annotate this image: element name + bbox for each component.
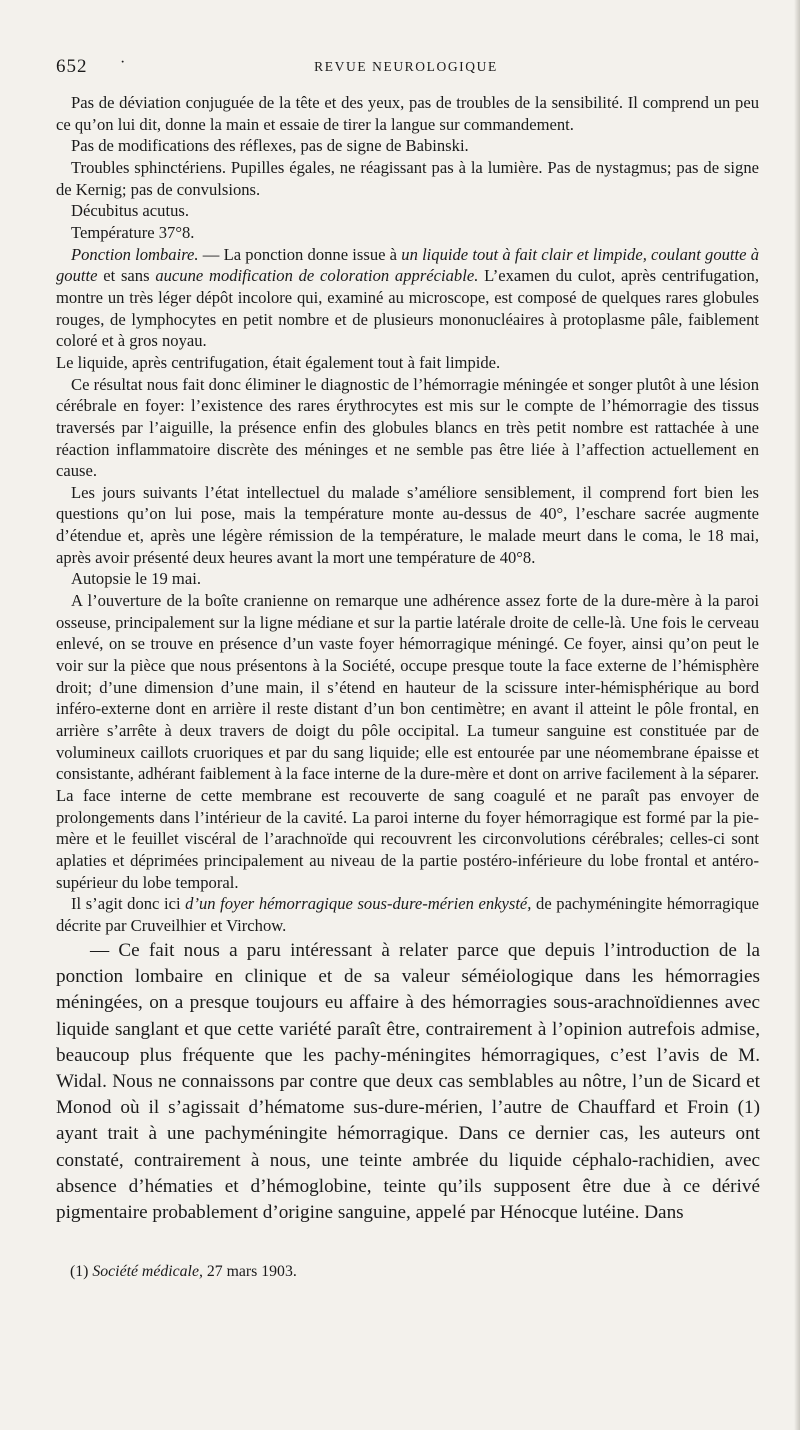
case-report-text	[56, 92, 759, 937]
footnote	[70, 1263, 297, 1281]
section-lead: Ponction lombaire.	[71, 244, 199, 264]
footnote-date: 27 mars 1903.	[202, 1263, 297, 1280]
footnote-marker: (1)	[70, 1263, 89, 1280]
paragraph-conclusion: Il s’agit donc ici d’un foyer hémorragique sous-dure-mérien enkysté, de pachyméningite hémorragique décrite par Cruveilhier et Virchow.	[56, 894, 759, 935]
paragraph: Décubitus acutus.	[71, 201, 189, 221]
running-title: REVUE NEUROLOGIQUE	[314, 59, 498, 74]
discussion-text	[56, 938, 760, 1226]
header-dot: ·	[120, 54, 126, 71]
page-edge-shadow	[794, 0, 800, 1430]
paragraph: Température 37°8.	[71, 222, 195, 242]
paragraph: Pas de modifications des réflexes, pas de signe de Babinski.	[71, 136, 469, 156]
paragraph: Les jours suivants l’état intellectuel du malade s’améliore sensiblement, il comprend fort bien les questions qu’on lui pose, mais la température monte au-dessus de 40°, l’eschare sacrée augmente d’étendue et, après une légère rémission de la température, le malade meurt dans le coma, le 18 mai, après avoir présenté deux heures avant la mort une température de 40°8.	[56, 482, 759, 567]
paragraph: Pas de déviation conjuguée de la tête et des yeux, pas de troubles de la sensibilité. Il comprend un peu ce qu’on lui dit, donne la main et essaie de tirer la langue sur commandement.	[56, 93, 759, 134]
page-header	[56, 56, 756, 80]
paragraph: Ce résultat nous fait donc éliminer le diagnostic de l’hémorragie méningée et songer plutôt à une lésion cérébrale en foyer: l’existence des rares érythrocytes est mis sur le compte de l’hémorragie des tissus traversés par l’aiguille, la présence enfin des globules blancs en très petit nombre est rattachée à une réaction inflammatoire discrète des méninges et ne semble pas être liée à l’affection actuellement en cause.	[56, 374, 759, 481]
paragraph: Le liquide, après centrifugation, était également tout à fait limpide.	[56, 352, 501, 372]
page-number: 652	[56, 56, 88, 77]
paragraph-lumbar-puncture: Ponction lombaire. — La ponction donne issue à un liquide tout à fait clair et limpide, coulant goutte à goutte et sans aucune modification de coloration appréciable. L’examen du culot, après centrifugation, montre un très léger dépôt incolore qui, examiné au microscope, est composé de quelques rares globules rouges, de lymphocytes en petit nombre et de plusieurs mononucléaires à protoplasme pâle, faiblement coloré et à gros noyau.	[56, 244, 760, 351]
footnote-source: Société médicale,	[92, 1263, 203, 1280]
paragraph: — Ce fait nous a paru intéressant à relater parce que depuis l’introduction de la ponction lombaire en clinique et de sa valeur séméiologique dans les hémorragies méningées, on a presque toujours eu affaire à des hémorragies sous-arachnoïdiennes avec liquide sanglant et que cette variété paraît être, contrairement à l’opinion autrefois admise, beaucoup plus fréquente que les pachy-méningites hémorragiques, c’est l’avis de M. Widal. Nous ne connaissons par contre que deux cas semblables au nôtre, l’un de Sicard et Monod où il s’agissait d’hématome sus-dure-mérien, l’autre de Chauffard et Froin (1) ayant trait à une pachyméningite hémorragique. Dans ce dernier cas, les auteurs ont constaté, contrairement à nous, une teinte ambrée du liquide céphalo-rachidien, avec absence d’hématies et d’hémoglobine, teinte qu’ils supposent être due à ce dérivé pigmentaire probablement d’origine sanguine, appelé par Hénocque lutéine. Dans	[56, 940, 760, 1224]
paragraph: Autopsie le 19 mai.	[71, 569, 201, 589]
paragraph: Troubles sphinctériens. Pupilles égales, ne réagissant pas à la lumière. Pas de nystagmus; pas de signe de Kernig; pas de convulsions.	[56, 157, 759, 199]
paragraph-autopsy: A l’ouverture de la boîte cranienne on remarque une adhérence assez forte de la dure-mère à la paroi osseuse, principalement sur la ligne médiane et sur la partie latérale droite de celle-là. Une fois le cerveau enlevé, on se trouve en présence d’un vaste foyer hémorragique méningé. Ce foyer, ainsi qu’on peut le voir sur la pièce que nous présentons à la Société, occupe presque toute la face externe de l’hémisphère droit; d’une dimension d’une main, il s’étend en hauteur de la scissure inter-hémisphérique au bord inféro-externe dont en arrière il reste distant d’un bon centimètre; en avant il atteint le pôle frontal, en arrière s’arrête à deux travers de doigt du pôle occipital. La tumeur sanguine est constituée par de volumineux caillots cruoriques et par du sang liquide; elle est entourée par une néomembrane épaisse et consistante, adhérant faiblement à la face interne de la dure-mère et dont on arrive facilement à la séparer. La face interne de cette membrane est recouverte de sang coagulé et ne paraît pas envoyer de prolongements dans l’intérieur de la cavité. La paroi interne du foyer hémorragique est formé par la pie-mère et le feuillet viscéral de l’arachnoïde qui recouvrent les circonvolutions cérébrales; celles-ci sont aplaties et déprimées principalement au niveau de la partie postéro-inférieure du lobe frontal et antéro-supérieur du lobe temporal.	[56, 591, 759, 892]
